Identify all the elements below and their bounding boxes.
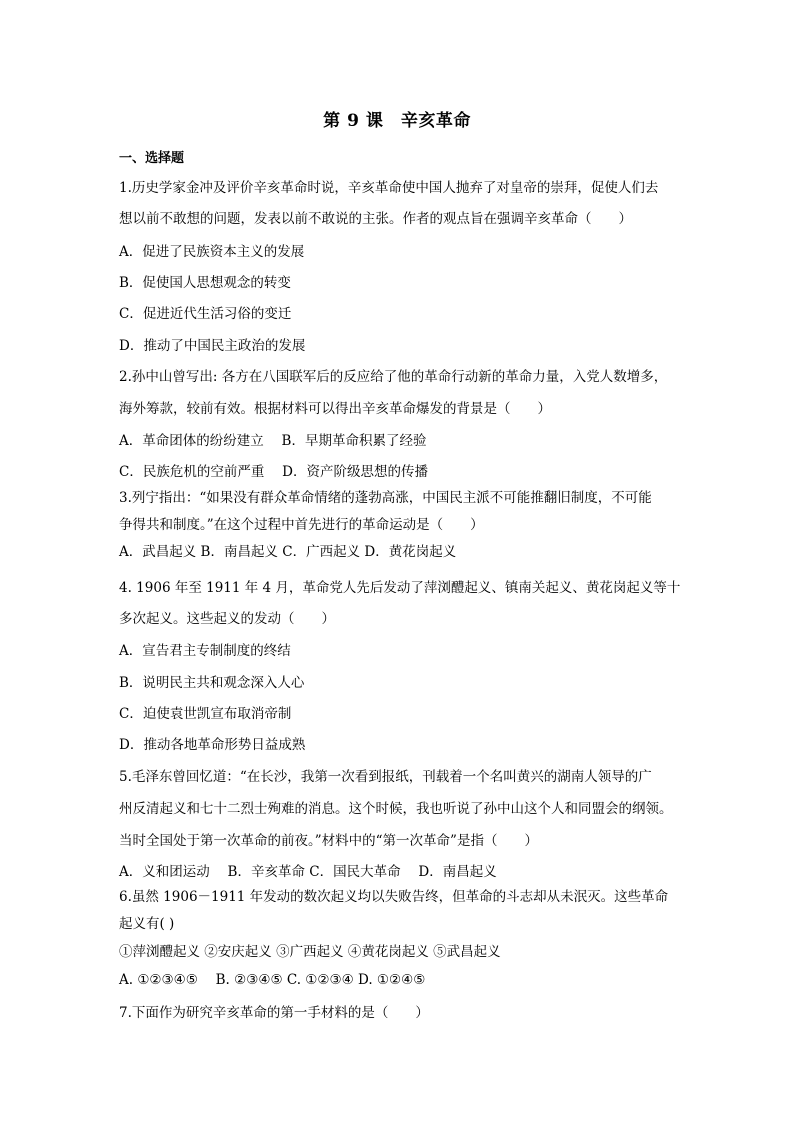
- q4-option-d: D．推动各地革命形势日益成熟: [119, 737, 306, 753]
- q4-stem-line-2: 多次起义。这些起义的发动（ ）: [119, 611, 335, 627]
- q1-option-b: B．促使国人思想观念的转变: [119, 275, 291, 291]
- q1-option-a: A．促进了民族资本主义的发展: [119, 244, 305, 260]
- q1-stem-line-1: 1.历史学家金冲及评价辛亥革命时说，辛亥革命使中国人抛弃了对皇帝的崇拜，促使人们去: [119, 180, 659, 196]
- q4-stem-line-1: 4. 1906 年至 1911 年 4 月，革命党人先后发动了萍浏醴起义、镇南关起义、黄花岗起义等十: [119, 580, 681, 596]
- q1-option-d: D．推动了中国民主政治的发展: [119, 338, 306, 354]
- q5-stem-line-1: 5.毛泽东曾回忆道：“在长沙，我第一次看到报纸，刊载着一个名叫黄兴的湖南人领导的广: [119, 769, 652, 785]
- q5-stem-line-3: 当时全国处于第一次革命的前夜。”材料中的“第一次革命”是指（ ）: [119, 833, 538, 849]
- q4-option-c: C．迫使袁世凯宣布取消帝制: [119, 706, 292, 722]
- q1-stem-line-2: 想以前不敢想的问题，发表以前不敢说的主张。作者的观点旨在强调辛亥革命（ ）: [119, 211, 632, 227]
- q6-items: ①萍浏醴起义 ②安庆起义 ③广西起义 ④黄花岗起义 ⑤武昌起义: [119, 944, 501, 960]
- q3-stem-line-2: 争得共和制度。”在这个过程中首先进行的革命运动是（ ）: [119, 517, 484, 533]
- q2-options-ab: A．革命团体的纷纷建立 B．早期革命积累了经验: [119, 433, 427, 449]
- q7-stem: 7.下面作为研究辛亥革命的第一手材料的是（ ）: [119, 1005, 429, 1021]
- section-heading: 一、选择题: [119, 151, 185, 166]
- q3-options: A．武昌起义 B．南昌起义 C．广西起义 D．黄花岗起义: [119, 544, 457, 560]
- q6-stem-line-1: 6.虽然 1906－1911 年发动的数次起义均以失败告终，但革命的斗志却从未泯灭。这些革命: [119, 889, 669, 905]
- q1-option-c: C．促进近代生活习俗的变迁: [119, 306, 292, 322]
- q2-options-cd: C．民族危机的空前严重 D．资产阶级思想的传播: [119, 464, 428, 480]
- q5-stem-line-2: 州反清起义和七十二烈士殉难的消息。这个时候，我也听说了孙中山这个人和同盟会的纲领。: [119, 801, 673, 817]
- q6-stem-line-2: 起义有( ): [119, 916, 175, 932]
- q6-options: A. ①②③④⑤ B. ②③④⑤ C. ①②③④ D. ①②④⑤: [119, 972, 426, 988]
- q4-option-b: B．说明民主共和观念深入人心: [119, 675, 305, 691]
- page-title: 第 9 课 辛亥革命: [323, 111, 471, 131]
- q2-stem-line-2: 海外筹款，较前有效。根据材料可以得出辛亥革命爆发的背景是（ ）: [119, 401, 551, 417]
- q3-stem-line-1: 3.列宁指出：“如果没有群众革命情绪的蓬勃高涨，中国民主派不可能推翻旧制度，不可能: [119, 490, 652, 506]
- q2-stem-line-1: 2.孙中山曾写出: 各方在八国联军后的反应给了他的革命行动新的革命力量，入党人数增多，: [119, 369, 668, 385]
- q4-option-a: A．宣告君主专制制度的终结: [119, 643, 291, 659]
- q5-options: A．义和团运动 B．辛亥革命 C．国民大革命 D．南昌起义: [119, 864, 497, 880]
